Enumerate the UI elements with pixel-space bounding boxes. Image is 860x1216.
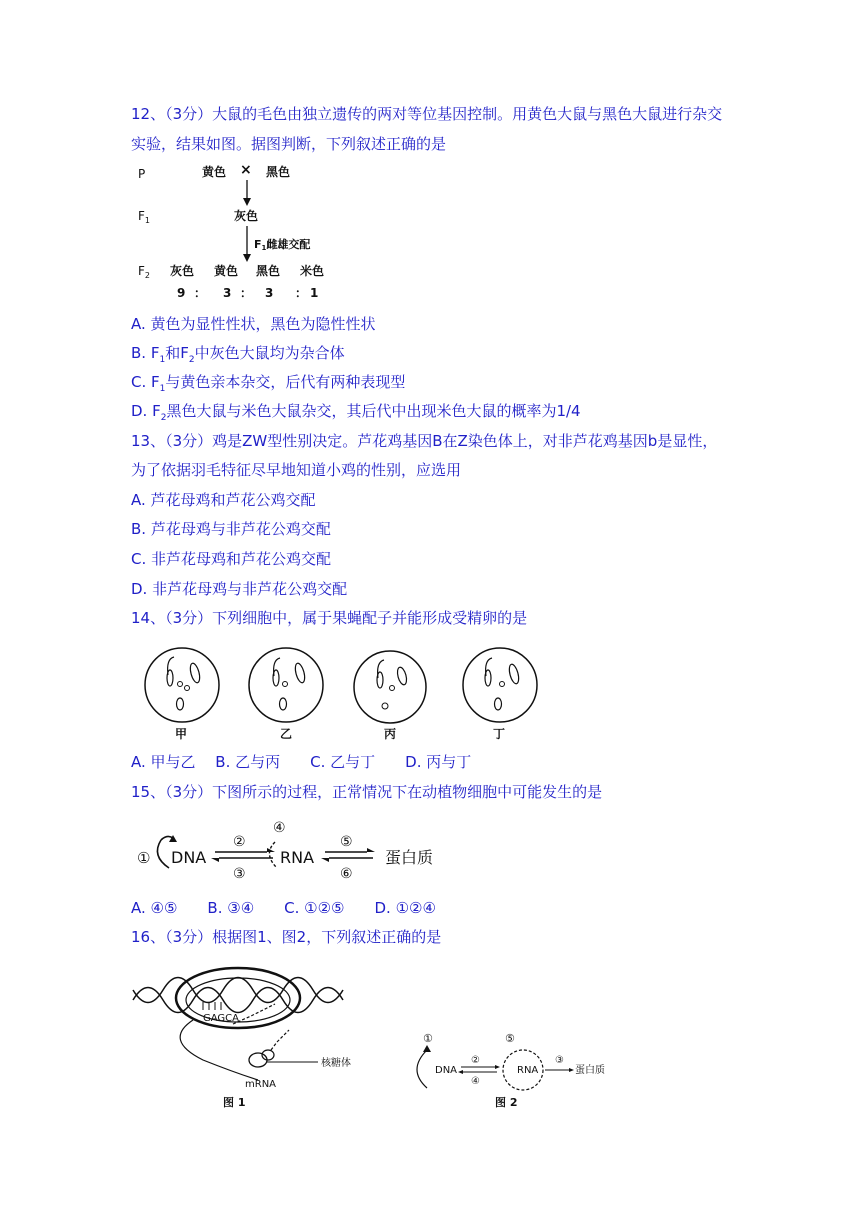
parent-black: 黑色 [266,165,291,179]
cell-label-yi: 乙 [280,727,293,741]
q13-stem-line2: 为了依据羽毛特征尽早地知道小鸡的性别，应选用 [131,461,462,479]
ratio-9: 9 [177,286,186,300]
fig2-label-1: ① [423,1032,433,1045]
cell-yi [249,648,323,741]
q13-option-a: A. 芦花母鸡和芦花公鸡交配 [131,491,316,509]
fig2-label-2: ② [471,1055,480,1066]
ribosome-label: 核糖体 [321,1058,351,1069]
q12-option-c: C. $F_1$与黄色亲本杂交，后代有两种表现型 [131,373,406,394]
ratio-3b: 3 [265,286,274,300]
p-generation-label: P [138,167,146,181]
cell-ding [463,648,537,741]
f1-generation-label: $F_1$ [138,209,150,225]
q13-stem-line1: 13、（3分）鸡是ZW型性别决定。芦花鸡基因B在Z染色体上，对非芦花鸡基因b是显性， [131,432,718,450]
label-dna: DNA [171,848,207,867]
f2-yellow: 黄色 [214,264,239,278]
f1-grey: 灰色 [234,209,259,223]
q14-options: A. 甲与乙 B. 乙与丙 C. 乙与丁 D. 丙与丁 [131,753,472,771]
label-3: ③ [233,866,246,882]
f2-black: 黑色 [256,264,281,278]
f2-grey: 灰色 [170,264,195,278]
fig2-label-5: ⑤ [505,1032,515,1045]
figure-2-caption: 图 2 [495,1096,518,1109]
q13-option-d: D. 非芦花母鸡与非芦花公鸡交配 [131,580,348,598]
fig2-label-dna: DNA [435,1065,458,1076]
q13-option-c: C. 非芦花母鸡和芦花公鸡交配 [131,550,332,568]
label-2: ② [233,834,246,850]
q12-stem-line1: 12、（3分）大鼠的毛色由独立遗传的两对等位基因控制。用黄色大鼠与黑色大鼠进行杂交 [131,105,723,123]
label-1: ① [137,849,151,867]
q16-figure-1 [133,960,353,1110]
label-protein: 蛋白质 [385,848,434,867]
ratio-1: 1 [310,286,319,300]
label-6: ⑥ [340,866,353,882]
label-5: ⑤ [340,834,353,850]
ratio-3a: 3 [223,286,232,300]
cell-label-jia: 甲 [175,727,188,741]
q14-cell-diagram [140,640,550,745]
cell-jia [145,648,219,741]
fig2-label-4: ④ [471,1076,480,1087]
f2-cream: 米色 [300,264,325,278]
label-4: ④ [273,820,286,836]
q12-option-b: B. $F_1$和$F_2$中灰色大鼠均为杂合体 [131,344,345,365]
sequence-label: GAGCA [203,1013,239,1024]
figure-1-caption: 图 1 [223,1096,246,1109]
cell-label-bing: 丙 [384,727,397,741]
q16-stem: 16、（3分）根据图1、图2，下列叙述正确的是 [131,928,442,946]
q13-option-b: B. 芦花母鸡与非芦花公鸡交配 [131,520,331,538]
q12-stem-line2: 实验，结果如图。据图判断，下列叙述正确的是 [131,135,447,153]
parent-yellow: 黄色 [202,165,227,179]
q15-stem: 15、（3分）下图所示的过程，正常情况下在动植物细胞中可能发生的是 [131,783,603,801]
q14-stem: 14、（3分）下列细胞中，属于果蝇配子并能形成受精卵的是 [131,609,528,627]
q12-cross-diagram [130,160,360,300]
label-rna: RNA [280,848,315,867]
fig2-label-3: ③ [555,1055,564,1066]
svg-text:：: ： [295,286,308,300]
q16-figure-2 [405,1030,620,1110]
q12-option-a: A. 黄色为显性性状，黑色为隐性性状 [131,315,376,333]
svg-text:：: ： [194,286,207,300]
fig2-label-protein: 蛋白质 [575,1065,605,1076]
cell-label-ding: 丁 [493,727,506,741]
svg-text:：: ： [240,286,253,300]
q15-central-dogma-diagram [135,818,445,880]
mating-label: F1雌雄交配 [254,238,311,252]
fig2-label-rna: RNA [517,1065,539,1076]
f2-generation-label: $F_2$ [138,264,150,280]
q15-options: A. ④⑤ B. ③④ C. ①②⑤ D. ①②④ [131,899,436,917]
q12-option-d: D. $F_2$黑色大鼠与米色大鼠杂交，其后代中出现米色大鼠的概率为1/4 [131,402,581,423]
mrna-label: mRNA [245,1079,277,1090]
cross-symbol: × [240,162,252,178]
cell-bing [354,651,426,741]
